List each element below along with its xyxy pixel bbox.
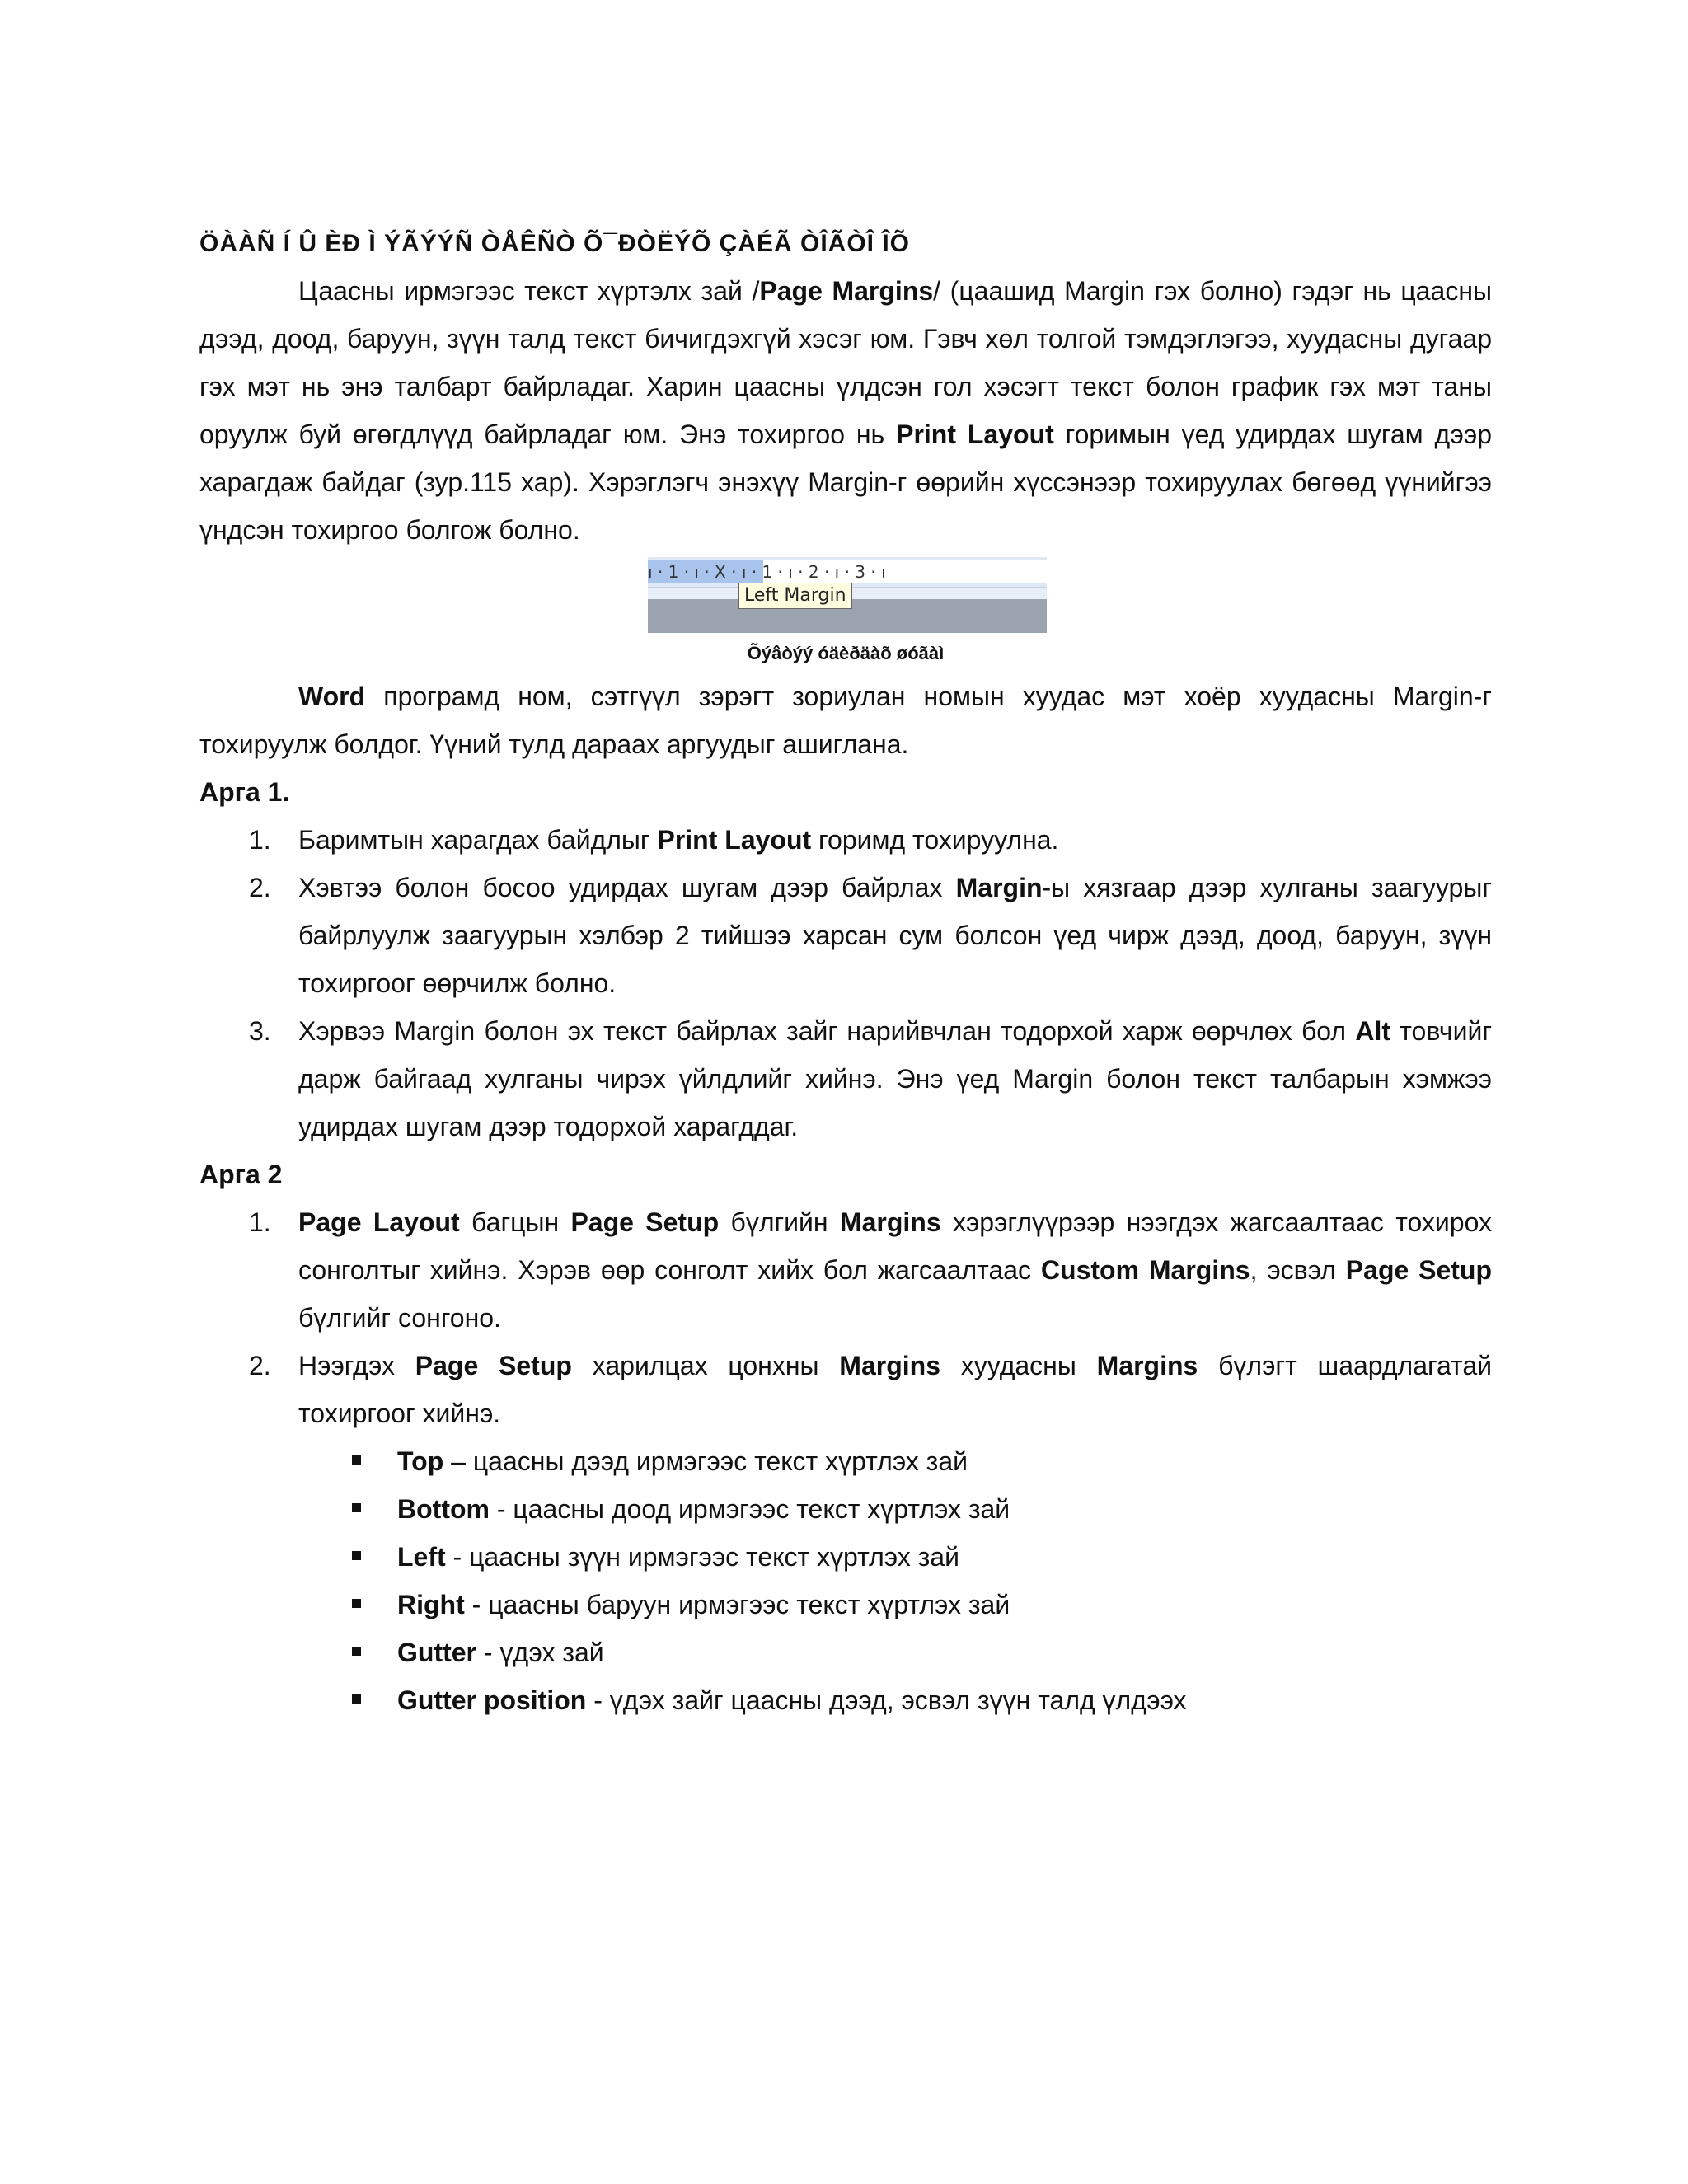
bold-term: Margins <box>1096 1351 1198 1380</box>
text-run: Нээгдэх <box>298 1351 415 1380</box>
square-bullet-icon <box>352 1599 361 1608</box>
left-margin-tooltip: Left Margin <box>738 583 852 609</box>
margin-options-list <box>199 1437 1492 1724</box>
bullet-item <box>199 1485 1492 1533</box>
text-run: , эсвэл <box>1250 1255 1346 1285</box>
square-bullet-icon <box>352 1455 361 1465</box>
text-run: харилцах цонхны <box>571 1351 840 1380</box>
bullet-item <box>199 1629 1492 1676</box>
bold-term: Print Layout <box>657 825 812 855</box>
text-run: - үдэх зай <box>476 1638 604 1667</box>
text-run: Хэрвээ Margin болон эх текст байрлах зайг нарийвчлан тодорхой харж өөрчлөх бол <box>298 1016 1356 1046</box>
text-run: - цаасны доод ирмэгээс текст хүртлэх зай <box>489 1494 1010 1524</box>
text-run: - үдэх зайг цаасны дээд, эсвэл зүүн талд үлдээх <box>586 1685 1187 1715</box>
text-run: багцын <box>459 1207 571 1237</box>
text-run: бүлгийг сонгоно. <box>298 1303 501 1333</box>
text-run: програмд ном, сэтгүүл зэрэгт зориулан номын хуудас мэт хоёр хуудасны Margin-г тохируулж болдог. Үүний тулд дараах аргуудыг ашиглана. <box>199 682 1492 759</box>
bold-term: Page Margins <box>759 276 934 306</box>
square-bullet-icon <box>352 1551 361 1560</box>
list-number: 1. <box>249 825 271 855</box>
list-item <box>199 816 1492 864</box>
text-run: Баримтын харагдах байдлыг <box>298 825 658 855</box>
text-run: горимд тохируулна. <box>811 825 1059 855</box>
bold-term: Top <box>397 1446 444 1476</box>
ruler-figure <box>648 557 1047 633</box>
intro-paragraph <box>199 267 1492 554</box>
list-item <box>199 864 1492 1007</box>
bold-term: Margins <box>839 1351 940 1380</box>
list-number: 2. <box>249 873 271 902</box>
bullet-item <box>199 1437 1492 1485</box>
ruler-ticks: ı · 1 · ı · X · ı · 1 · ı · 2 · ı · 3 · ı <box>648 562 886 582</box>
list-number: 1. <box>249 1207 271 1237</box>
bold-term: Custom Margins <box>1040 1255 1250 1285</box>
text-run: – цаасны дээд ирмэгээс текст хүртлэх зай <box>443 1446 968 1476</box>
bold-term: Gutter <box>397 1638 476 1667</box>
method2-list <box>199 1198 1492 1437</box>
bold-term: Page Layout <box>298 1207 460 1237</box>
text-run: Цаасны ирмэгээс текст хүртэлх зай / <box>298 276 760 306</box>
square-bullet-icon <box>352 1694 361 1704</box>
bold-term: Page Setup <box>570 1207 720 1237</box>
bullet-item <box>199 1533 1492 1581</box>
list-item <box>199 1198 1492 1342</box>
text-run: Хэвтээ болон босоо удирдах шугам дээр байрлах <box>298 873 956 902</box>
text-run: - цаасны баруун ирмэгээс текст хүртлэх зай <box>464 1590 1010 1619</box>
method1-title: Арга 1. <box>199 777 290 807</box>
bold-term: Alt <box>1355 1016 1390 1046</box>
text-run: товчийг дарж байгаад хулганы чирэх үйлдлийг хийнэ. Энэ үед Margin болон текст талбарын хэмжээ удирдах шугам дээр тодорхой харагддаг. <box>298 1016 1493 1141</box>
text-run: - цаасны зүүн ирмэгээс текст хүртлэх зай <box>445 1542 959 1572</box>
text-run: хуудасны <box>940 1351 1097 1380</box>
text-run: бүлэгт шаардлагатай тохиргоог хийнэ. <box>298 1351 1493 1428</box>
bold-term: Page Setup <box>415 1351 572 1380</box>
bold-term: Gutter position <box>397 1685 587 1715</box>
bullet-item <box>199 1581 1492 1629</box>
list-item <box>199 1342 1492 1437</box>
text-run: бүлгийн <box>719 1207 840 1237</box>
text-run: хэрэглүүрээр нээгдэх жагсаалтаас тохирох сонголтыг хийнэ. Хэрэв өөр сонголт хийх бол жагсаалтаас <box>298 1207 1493 1285</box>
square-bullet-icon <box>352 1503 361 1512</box>
bold-term: Right <box>397 1590 465 1619</box>
method1-list <box>199 816 1492 1151</box>
bold-term: Word <box>298 682 366 711</box>
document-body <box>199 224 1492 1724</box>
text-run: -ы хязгаар дээр хулганы заагуурыг байрлуулж заагуурын хэлбэр 2 тийшээ харсан сум болсон үед чирж дээд, доод, баруун, зүүн тохиргоог өөрчилж болно. <box>298 873 1493 998</box>
word-paragraph <box>199 673 1492 768</box>
bold-term: Margins <box>839 1207 941 1237</box>
list-number: 2. <box>249 1351 271 1380</box>
bold-term: Margin <box>955 873 1043 902</box>
bold-term: Page Setup <box>1345 1255 1493 1285</box>
text-run: / (цаашид Margin гэх болно) гэдэг нь цаасны дээд, доод, баруун, зүүн талд текст бичигдэхгүй хэсэг юм. Гэвч хөл толгой тэмдэглэгээ, хуудасны дугаар гэх мэт нь энэ талбарт байрладаг. Харин цаасны үлдсэн гол хэсэгт текст болон график гэх мэт таны оруулж буй өгөгдлүүд байрладаг юм. Энэ тохиргоо нь <box>199 276 1493 449</box>
section-heading: ÖÀÀÑ Í Û ÈÐ Ì ÝÃÝÝÑ ÒÅÊÑÒ Õ¯ÐÒËÝÕ ÇÀÉÃ ÒÎÃÒÎ ÎÕ <box>199 230 910 257</box>
bold-term: Print Layout <box>896 419 1054 449</box>
bullet-item <box>199 1676 1492 1724</box>
text-run: горимын үед удирдах шугам дээр харагдаж байдаг (зур.115 хар). Хэрэглэгч энэхүү Margin-г өөрийн хүссэнээр тохируулах бөгөөд үүнийгээ үндсэн тохиргоо болгож болно. <box>199 419 1493 545</box>
method2-title: Арга 2 <box>199 1160 283 1189</box>
bold-term: Bottom <box>397 1494 490 1524</box>
list-item <box>199 1007 1492 1151</box>
list-number: 3. <box>249 1016 271 1046</box>
square-bullet-icon <box>352 1647 361 1656</box>
bold-term: Left <box>397 1542 446 1572</box>
figure-caption: Õýâòýý óäèðäàõ øóãàì <box>747 643 945 663</box>
